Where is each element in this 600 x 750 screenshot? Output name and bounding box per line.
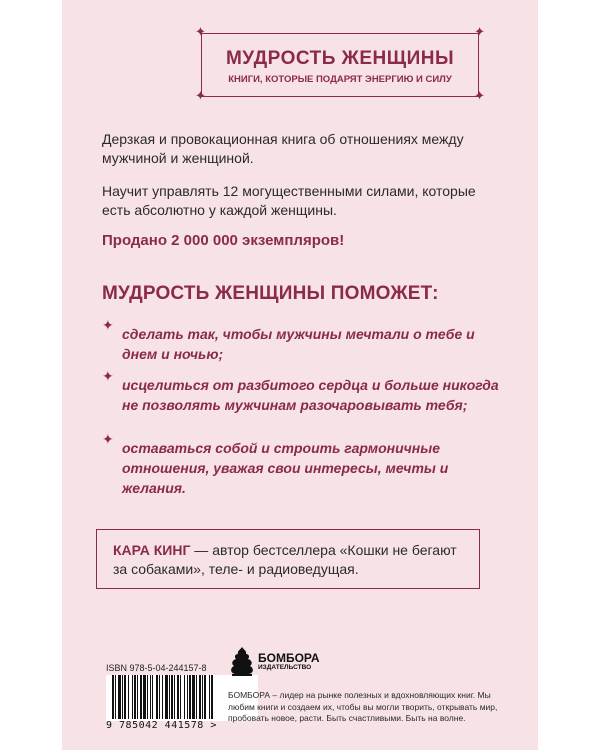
barcode-number: 9 785042 441578 > [106,720,217,731]
bombora-logo-icon [228,645,256,677]
sparkle-icon: ✦ [195,89,206,104]
benefit-text: оставаться собой и строить гармоничные отношения, уважая свои интересы, мечты и желания. [122,440,449,496]
sparkle-bullet-icon: ✦ [102,432,114,448]
sparkle-icon: ✦ [474,89,485,104]
publisher-name: БОМБОРА [258,651,320,665]
author-name: КАРА КИНГ [113,542,191,558]
benefit-text: исцелиться от разбитого сердца и больше никогда не позволять мужчинам разочаровывать тебя; [122,377,499,413]
description-paragraph-1: Дерзкая и провокационная книга об отношениях между мужчиной и женщиной. [102,131,464,166]
series-title: МУДРОСТЬ ЖЕНЩИНЫ [225,48,455,69]
series-subtitle: КНИГИ, КОТОРЫЕ ПОДАРЯТ ЭНЕРГИЮ И СИЛУ [228,74,452,85]
isbn-label: ISBN 978-5-04-244157-8 [106,663,207,673]
book-back-cover [62,0,538,750]
sparkle-icon: ✦ [195,25,206,40]
sales-claim: Продано 2 000 000 экземпляров! [102,232,345,249]
sparkle-icon: ✦ [474,25,485,40]
series-title-frame [195,25,485,104]
author-bio: — автор бестселлера «Кошки не бегают за собаками», теле- и радиоведущая. [113,542,457,577]
benefit-text: сделать так, чтобы мужчины мечтали о тебе и днем и ночью; [122,326,475,362]
publisher-subtitle: ИЗДАТЕЛЬСТВО [258,664,312,671]
description-paragraph-2: Научит управлять 12 могущественными силами, которые есть абсолютно у каждой женщины. [102,183,476,218]
benefits-heading: МУДРОСТЬ ЖЕНЩИНЫ ПОМОЖЕТ: [102,283,439,304]
sparkle-bullet-icon: ✦ [102,318,114,334]
publisher-description: БОМБОРА – лидер на рынке полезных и вдохновляющих книг. Мы любим книги и создаем их, чтобы вы могли творить, открывать мир, пробовать новое, расти. Быть счастливыми. Быть на волне. [228,690,498,723]
author-bio-box [96,529,480,589]
sparkle-bullet-icon: ✦ [102,369,114,385]
